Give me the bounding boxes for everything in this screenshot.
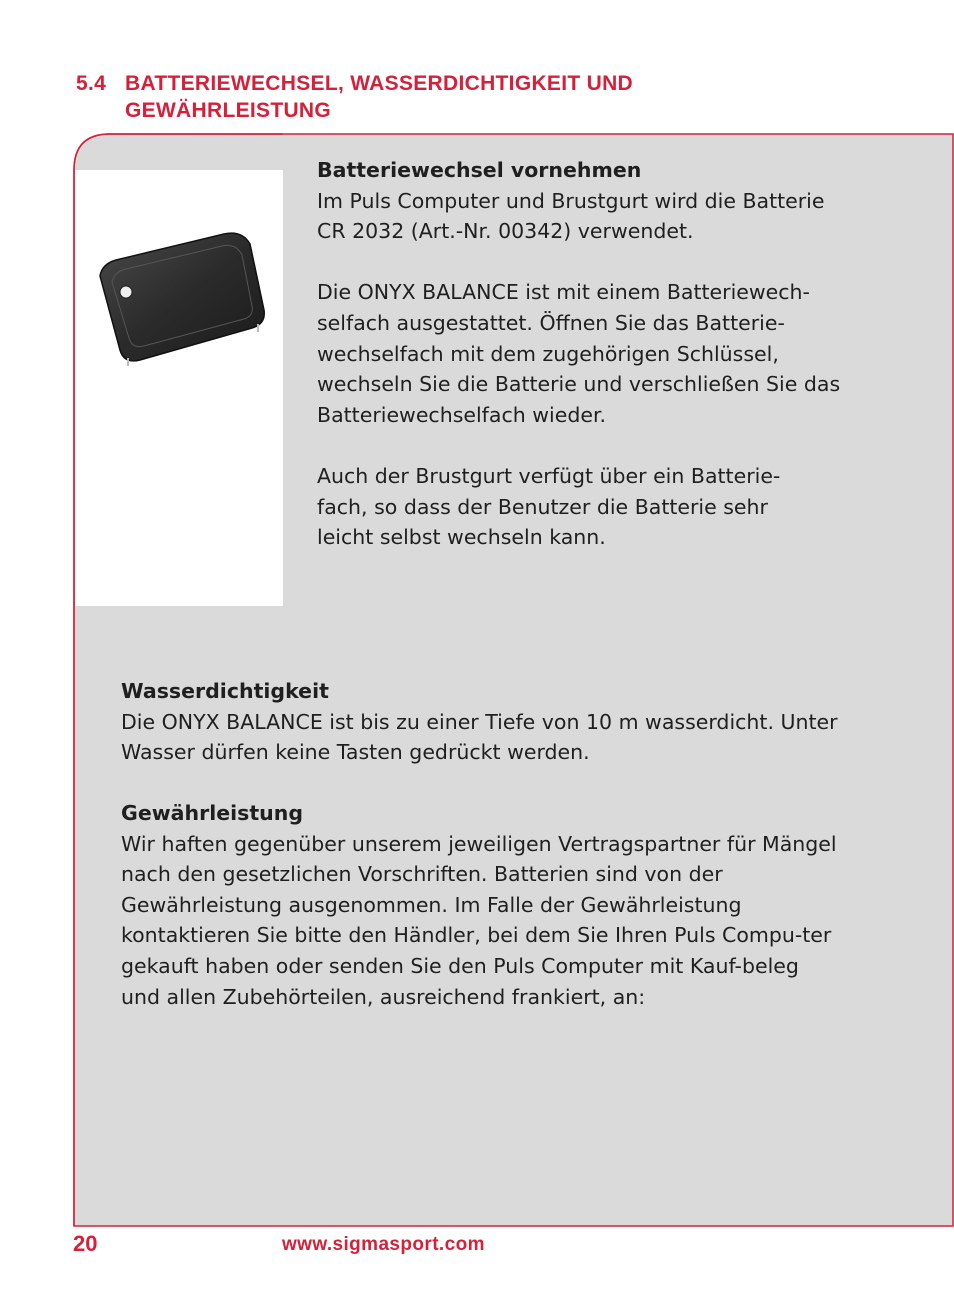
warranty-text: Wir haften gegenüber unserem jeweiligen Vertragspartner für Mängel nach den gesetzlichen Vorschriften. Batterien sind von der Gewährleistung ausgenommen. Im Falle der Gewährleistung kontaktieren Sie bitte den Händler, bei dem Sie Ihren Puls Compu-ter gekauft haben oder senden Sie den Puls Computer mit Kauf-beleg und allen Zubehörteilen, ausreichend frankiert, an: [121, 831, 837, 1009]
battery-change-section [317, 155, 857, 553]
battery-cover-image [92, 228, 272, 373]
battery-change-title: Batteriewechsel vornehmen [317, 158, 642, 182]
battery-change-paragraph-2: Die ONYX BALANCE ist mit einem Batteriewech-selfach ausgestattet. Öffnen Sie das Batterie-wechselfach mit dem zugehörigen Schlüssel, wechseln Sie die Batterie und verschließen Sie das Batteriewechselfach wieder. [317, 280, 841, 427]
page-number: 20 [73, 1231, 98, 1256]
waterproof-section [121, 676, 841, 768]
section-title-line1: BATTERIEWECHSEL, WASSERDICHTIGKEIT UND [125, 72, 634, 95]
section-number: 5.4 [76, 72, 107, 95]
warranty-section [121, 798, 837, 1012]
waterproof-title: Wasserdichtigkeit [121, 679, 329, 703]
warranty-title: Gewährleistung [121, 801, 304, 825]
battery-change-paragraph-3: Auch der Brustgurt verfügt über ein Batterie-fach, so dass der Benutzer die Batterie sehr leicht selbst wechseln kann. [317, 463, 781, 550]
waterproof-text: Die ONYX BALANCE ist bis zu einer Tiefe von 10 m wasserdicht. Unter Wasser dürfen keine Tasten gedrückt werden. [121, 709, 838, 765]
footer-url: www.sigmasport.com [282, 1234, 485, 1255]
battery-change-paragraph-1: Im Puls Computer und Brustgurt wird die Batterie CR 2032 (Art.-Nr. 00342) verwendet. [317, 188, 825, 244]
section-title-line2: GEWÄHRLEISTUNG [125, 99, 332, 122]
